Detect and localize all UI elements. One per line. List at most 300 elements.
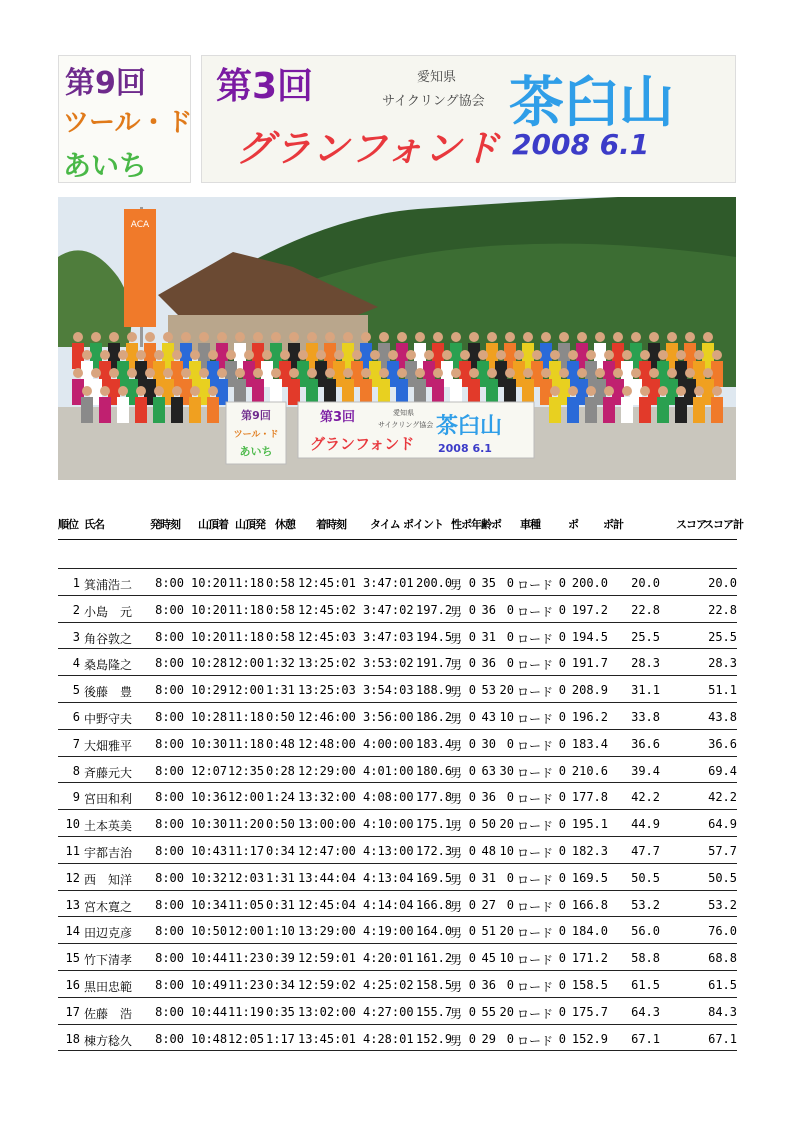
table-cell: 20 bbox=[499, 1004, 514, 1019]
svg-text:茶臼山: 茶臼山 bbox=[436, 414, 503, 439]
table-cell: 11:19 bbox=[228, 1004, 265, 1019]
table-cell: 183.4 bbox=[416, 736, 453, 751]
table-cell: ロード bbox=[516, 658, 553, 673]
column-header: 車種 bbox=[520, 518, 540, 531]
table-cell: 0 bbox=[468, 1004, 476, 1019]
table-cell: 161.2 bbox=[416, 951, 453, 966]
table-cell: 10:20 bbox=[191, 629, 228, 644]
table-cell: 22.8 bbox=[708, 602, 737, 617]
table-cell: 11:23 bbox=[228, 951, 265, 966]
table-cell: 61.5 bbox=[708, 977, 737, 992]
table-cell: 男 bbox=[450, 738, 463, 753]
table-cell: 186.2 bbox=[416, 709, 453, 724]
table-cell: 13:02:00 bbox=[298, 1004, 356, 1019]
table-cell: 0:48 bbox=[266, 736, 295, 751]
table-cell: 8:00 bbox=[155, 977, 184, 992]
gran-fondo-logo bbox=[201, 55, 736, 183]
table-cell: 0 bbox=[468, 602, 476, 617]
table-cell: 35 bbox=[481, 576, 496, 590]
table-cell: 48 bbox=[481, 843, 496, 858]
table-cell: 0 bbox=[468, 790, 476, 805]
table-cell: 1:17 bbox=[266, 1031, 295, 1046]
table-cell: 31.1 bbox=[631, 683, 660, 698]
table-cell: 53.2 bbox=[631, 897, 660, 912]
table-cell: 8:00 bbox=[155, 656, 184, 671]
table-cell: 12:45:03 bbox=[298, 629, 356, 644]
table-cell: 角谷敦之 bbox=[84, 631, 133, 646]
table-cell: 1:24 bbox=[266, 790, 295, 805]
logo-edition: 第9回 bbox=[65, 66, 146, 101]
table-cell: 8:00 bbox=[155, 736, 184, 751]
table-cell: 175.7 bbox=[571, 1004, 608, 1019]
table-cell: 191.7 bbox=[571, 656, 608, 671]
table-cell: 44.9 bbox=[631, 817, 660, 832]
table-cell: 39.4 bbox=[631, 763, 660, 778]
table-cell: 8:00 bbox=[155, 1031, 184, 1046]
table-cell: 5 bbox=[72, 683, 80, 698]
table-cell: 8:00 bbox=[155, 1004, 184, 1019]
table-cell: 8:00 bbox=[155, 870, 184, 885]
table-cell: 10:20 bbox=[191, 602, 228, 617]
table-cell: 12:45:02 bbox=[298, 602, 356, 617]
table-cell: 0 bbox=[558, 924, 566, 939]
table-cell: 0 bbox=[468, 656, 476, 671]
table-cell: 42.2 bbox=[631, 790, 660, 805]
table-cell: 男 bbox=[450, 792, 463, 807]
table-cell: 10:30 bbox=[191, 736, 228, 751]
column-header: 氏名 bbox=[84, 518, 104, 531]
table-cell: 25.5 bbox=[708, 629, 737, 644]
table-cell: 黒田忠範 bbox=[84, 979, 133, 994]
table-cell: 0 bbox=[468, 951, 476, 966]
table-cell: 0 bbox=[468, 736, 476, 751]
table-cell: 0 bbox=[468, 843, 476, 858]
table-cell: 43.8 bbox=[708, 709, 737, 724]
table-cell: 10 bbox=[499, 843, 514, 858]
table-row bbox=[58, 703, 737, 730]
table-row bbox=[58, 623, 737, 650]
table-cell: 13:44:04 bbox=[298, 870, 356, 885]
table-cell: 210.6 bbox=[571, 763, 608, 778]
table-cell: 20 bbox=[499, 817, 514, 832]
table-cell: 0 bbox=[468, 977, 476, 992]
tour-de-aichi-logo bbox=[58, 55, 191, 183]
table-cell: 55 bbox=[481, 1004, 496, 1019]
table-cell: 棟方稔久 bbox=[84, 1033, 133, 1048]
table-cell: 171.2 bbox=[571, 951, 608, 966]
table-cell: 10:44 bbox=[191, 1004, 228, 1019]
table-cell: 20.0 bbox=[708, 576, 737, 590]
table-cell: 12:00 bbox=[228, 656, 265, 671]
table-cell: 0 bbox=[558, 763, 566, 778]
table-cell: 28.3 bbox=[631, 656, 660, 671]
table-cell: 67.1 bbox=[631, 1031, 660, 1046]
table-cell: ロード bbox=[516, 1033, 553, 1048]
table-cell: 188.9 bbox=[416, 683, 453, 698]
table-cell: 箕浦浩二 bbox=[84, 578, 133, 592]
table-cell: 12:45:04 bbox=[298, 897, 356, 912]
table-cell: 0 bbox=[506, 790, 514, 805]
table-cell: 0 bbox=[558, 1004, 566, 1019]
svg-text:第9回: 第9回 bbox=[241, 409, 271, 422]
table-cell: 10 bbox=[499, 709, 514, 724]
table-cell: 10:28 bbox=[191, 656, 228, 671]
table-cell: 194.5 bbox=[416, 629, 453, 644]
table-cell: 31 bbox=[481, 629, 496, 644]
logo-aichi: あいち bbox=[63, 149, 148, 182]
table-row bbox=[58, 676, 737, 703]
table-cell: 20 bbox=[499, 683, 514, 698]
table-row bbox=[58, 837, 737, 864]
table-cell: 10:44 bbox=[191, 951, 228, 966]
table-cell: 0 bbox=[468, 817, 476, 832]
table-cell: 10:20 bbox=[191, 576, 228, 590]
table-cell: 12:00 bbox=[228, 683, 265, 698]
table-cell: 36.6 bbox=[708, 736, 737, 751]
table-cell: 男 bbox=[450, 979, 463, 994]
table-cell: 12:45:01 bbox=[298, 576, 356, 590]
table-cell: ロード bbox=[516, 685, 553, 700]
table-cell: 8:00 bbox=[155, 924, 184, 939]
svg-text:第3回: 第3回 bbox=[320, 410, 356, 425]
column-header: 発時刻 bbox=[150, 518, 180, 531]
table-cell: 3:54:03 bbox=[363, 683, 414, 698]
table-row bbox=[58, 998, 737, 1025]
group-photo bbox=[58, 197, 736, 480]
mountain-name: 茶臼山 bbox=[509, 70, 675, 134]
column-header: タイム bbox=[370, 518, 400, 531]
table-cell: 13:25:03 bbox=[298, 683, 356, 698]
table-cell: 10:36 bbox=[191, 790, 228, 805]
table-cell: 0 bbox=[468, 1031, 476, 1046]
table-cell: 17 bbox=[65, 1004, 80, 1019]
table-cell: 177.8 bbox=[416, 790, 453, 805]
table-cell: 12:35 bbox=[228, 763, 265, 778]
table-cell: 4:14:04 bbox=[363, 897, 414, 912]
table-cell: 10:32 bbox=[191, 870, 228, 885]
table-cell: 4:01:00 bbox=[363, 763, 414, 778]
table-cell: 0:58 bbox=[266, 629, 295, 644]
table-cell: 8:00 bbox=[155, 683, 184, 698]
table-cell: 0 bbox=[558, 843, 566, 858]
organizer-association: サイクリング協会 bbox=[382, 94, 485, 109]
table-cell: 田辺克彦 bbox=[84, 926, 133, 941]
table-cell: 158.5 bbox=[571, 977, 608, 992]
table-cell: 191.7 bbox=[416, 656, 453, 671]
table-cell: 183.4 bbox=[571, 736, 608, 751]
table-cell: 0 bbox=[558, 629, 566, 644]
table-cell: 15 bbox=[65, 951, 80, 966]
table-cell: 36 bbox=[481, 977, 496, 992]
column-header: 順位 bbox=[58, 518, 78, 531]
table-cell: 4:08:00 bbox=[363, 790, 414, 805]
table-cell: ロード bbox=[516, 953, 553, 968]
svg-text:愛知県: 愛知県 bbox=[393, 409, 414, 417]
table-cell: 175.1 bbox=[416, 817, 453, 832]
table-cell: ロード bbox=[516, 926, 553, 941]
event-date: 2008 6.1 bbox=[512, 128, 650, 161]
table-cell: 桑島隆之 bbox=[84, 658, 133, 673]
table-cell: 男 bbox=[450, 845, 463, 860]
table-cell: 10:49 bbox=[191, 977, 228, 992]
column-header: スコア計 bbox=[703, 518, 743, 531]
table-cell: 8:00 bbox=[155, 602, 184, 617]
table-cell: 12:00 bbox=[228, 924, 265, 939]
table-cell: 8:00 bbox=[155, 843, 184, 858]
table-cell: 13:45:01 bbox=[298, 1031, 356, 1046]
table-row bbox=[58, 864, 737, 891]
table-cell: 67.1 bbox=[708, 1031, 737, 1046]
table-cell: 30 bbox=[499, 763, 514, 778]
table-cell: 50.5 bbox=[631, 870, 660, 885]
table-cell: 1 bbox=[72, 576, 80, 590]
table-row bbox=[58, 810, 737, 837]
table-cell: 8:00 bbox=[155, 576, 184, 590]
table-cell: 8:00 bbox=[155, 897, 184, 912]
table-cell: 58.8 bbox=[631, 951, 660, 966]
table-row bbox=[58, 730, 737, 757]
table-cell: ロード bbox=[516, 738, 553, 753]
logo-tour-de: ツール・ド bbox=[63, 108, 193, 138]
event-banner bbox=[58, 55, 736, 183]
table-cell: 0 bbox=[468, 576, 476, 590]
table-row bbox=[58, 569, 737, 596]
table-cell: 0 bbox=[558, 576, 566, 590]
table-cell: 25.5 bbox=[631, 629, 660, 644]
column-header: ポイント bbox=[403, 518, 443, 531]
table-cell: 10:34 bbox=[191, 897, 228, 912]
table-cell: 0 bbox=[468, 870, 476, 885]
table-cell: 177.8 bbox=[571, 790, 608, 805]
table-cell: 169.5 bbox=[571, 870, 608, 885]
svg-text:あいち: あいち bbox=[239, 445, 273, 458]
table-cell: 184.0 bbox=[571, 924, 608, 939]
table-cell: 0:34 bbox=[266, 977, 295, 992]
table-cell: 12:59:02 bbox=[298, 977, 356, 992]
table-cell: 182.3 bbox=[571, 843, 608, 858]
table-cell: 0 bbox=[468, 683, 476, 698]
table-cell: 36 bbox=[481, 602, 496, 617]
table-cell: 11:23 bbox=[228, 977, 265, 992]
table-cell: 0 bbox=[468, 924, 476, 939]
table-cell: 佐藤 浩 bbox=[84, 1006, 133, 1021]
table-cell: 2 bbox=[72, 602, 80, 617]
table-cell: 51.1 bbox=[708, 683, 737, 698]
table-cell: 0:50 bbox=[266, 817, 295, 832]
table-cell: 68.8 bbox=[708, 951, 737, 966]
table-cell: ロード bbox=[516, 631, 553, 646]
table-cell: 12 bbox=[65, 870, 80, 885]
table-cell: 45 bbox=[481, 951, 496, 966]
table-cell: 20.0 bbox=[631, 576, 660, 590]
table-cell: 小島 元 bbox=[84, 604, 133, 619]
table-cell: 4:25:02 bbox=[363, 977, 414, 992]
table-cell: 36 bbox=[481, 790, 496, 805]
table-cell: 男 bbox=[450, 711, 463, 726]
table-cell: 男 bbox=[450, 872, 463, 887]
table-cell: 9 bbox=[72, 790, 80, 805]
table-cell: 3:56:00 bbox=[363, 709, 414, 724]
table-cell: 61.5 bbox=[631, 977, 660, 992]
table-cell: 4:27:00 bbox=[363, 1004, 414, 1019]
table-cell: 13 bbox=[65, 897, 80, 912]
table-cell: 0:35 bbox=[266, 1004, 295, 1019]
table-cell: 11:18 bbox=[228, 576, 265, 590]
table-cell: 11:18 bbox=[228, 736, 265, 751]
column-header: 休憩 bbox=[275, 518, 295, 531]
event-edition: 第3回 bbox=[216, 66, 314, 107]
table-cell: 1:32 bbox=[266, 656, 295, 671]
table-cell: ロード bbox=[516, 578, 553, 592]
table-cell: ロード bbox=[516, 792, 553, 807]
table-cell: 中野守夫 bbox=[84, 711, 133, 726]
table-cell: 0 bbox=[558, 1031, 566, 1046]
table-cell: 152.9 bbox=[416, 1031, 453, 1046]
table-cell: 0 bbox=[558, 656, 566, 671]
table-cell: 166.8 bbox=[416, 897, 453, 912]
table-cell: ロード bbox=[516, 819, 553, 834]
table-cell: 50 bbox=[481, 817, 496, 832]
table-cell: 11:20 bbox=[228, 817, 265, 832]
table-cell: 0:58 bbox=[266, 576, 295, 590]
column-header: 山頂着 bbox=[198, 518, 228, 531]
column-header: 着時刻 bbox=[316, 518, 346, 531]
svg-text:サイクリング協会: サイクリング協会 bbox=[378, 421, 434, 429]
table-cell: 12:46:00 bbox=[298, 709, 356, 724]
table-cell: 14 bbox=[65, 924, 80, 939]
table-cell: 竹下清孝 bbox=[84, 953, 133, 968]
table-cell: 8:00 bbox=[155, 763, 184, 778]
column-header: ポ bbox=[568, 518, 578, 531]
svg-text:2008 6.1: 2008 6.1 bbox=[438, 442, 492, 455]
table-cell: 3:47:02 bbox=[363, 602, 414, 617]
table-cell: 1:31 bbox=[266, 683, 295, 698]
table-cell: 10:48 bbox=[191, 1031, 228, 1046]
table-cell: 0 bbox=[558, 870, 566, 885]
table-cell: 47.7 bbox=[631, 843, 660, 858]
table-cell: 53.2 bbox=[708, 897, 737, 912]
table-cell: 33.8 bbox=[631, 709, 660, 724]
table-cell: 195.1 bbox=[571, 817, 608, 832]
table-cell: 6 bbox=[72, 709, 80, 724]
table-cell: 200.0 bbox=[571, 576, 608, 590]
table-cell: 1:31 bbox=[266, 870, 295, 885]
table-cell: 12:05 bbox=[228, 1031, 265, 1046]
table-cell: 155.7 bbox=[416, 1004, 453, 1019]
table-cell: 後藤 豊 bbox=[84, 685, 133, 700]
table-cell: 10 bbox=[65, 817, 80, 832]
table-cell: 7 bbox=[72, 736, 80, 751]
table-cell: 4:19:00 bbox=[363, 924, 414, 939]
table-header bbox=[58, 512, 743, 540]
table-row bbox=[58, 783, 737, 810]
table-cell: 10:50 bbox=[191, 924, 228, 939]
table-cell: 10:28 bbox=[191, 709, 228, 724]
svg-text:ACA: ACA bbox=[130, 220, 150, 230]
table-cell: 0 bbox=[558, 736, 566, 751]
table-cell: 0 bbox=[558, 790, 566, 805]
table-cell: 0 bbox=[506, 656, 514, 671]
table-cell: 3:53:02 bbox=[363, 656, 414, 671]
table-cell: 12:29:00 bbox=[298, 763, 356, 778]
table-cell: 43 bbox=[481, 709, 496, 724]
table-cell: 宮田和利 bbox=[84, 792, 133, 807]
table-cell: 200.0 bbox=[416, 576, 453, 590]
organizer-prefecture: 愛知県 bbox=[417, 70, 457, 85]
table-cell: 57.7 bbox=[708, 843, 737, 858]
table-cell: 0 bbox=[506, 870, 514, 885]
table-cell: 20 bbox=[499, 924, 514, 939]
table-row bbox=[58, 757, 737, 784]
table-cell: 64.9 bbox=[708, 817, 737, 832]
table-cell: 172.3 bbox=[416, 843, 453, 858]
table-cell: 0 bbox=[506, 1031, 514, 1046]
table-cell: 36 bbox=[481, 656, 496, 671]
table-cell: 164.0 bbox=[416, 924, 453, 939]
table-cell: 30 bbox=[481, 736, 496, 751]
table-cell: 196.2 bbox=[571, 709, 608, 724]
table-cell: 4:13:00 bbox=[363, 843, 414, 858]
table-cell: 8:00 bbox=[155, 709, 184, 724]
table-cell: 0 bbox=[468, 897, 476, 912]
table-cell: 男 bbox=[450, 926, 463, 941]
table-cell: ロード bbox=[516, 979, 553, 994]
table-cell: 0 bbox=[468, 629, 476, 644]
table-cell: 12:00 bbox=[228, 790, 265, 805]
table-cell: 22.8 bbox=[631, 602, 660, 617]
table-cell: 76.0 bbox=[708, 924, 737, 939]
event-title: グランフォンド bbox=[236, 127, 501, 170]
table-cell: 197.2 bbox=[416, 602, 453, 617]
table-cell: 3 bbox=[72, 629, 80, 644]
table-cell: 13:00:00 bbox=[298, 817, 356, 832]
table-cell: 12:48:00 bbox=[298, 736, 356, 751]
table-row bbox=[58, 944, 737, 971]
results-table bbox=[58, 512, 743, 1051]
table-cell: 0 bbox=[558, 817, 566, 832]
table-cell: 4:20:01 bbox=[363, 951, 414, 966]
table-cell: 3:47:01 bbox=[363, 576, 414, 590]
svg-text:ツール・ド: ツール・ド bbox=[233, 430, 279, 440]
table-cell: 0 bbox=[506, 576, 514, 590]
table-cell: 0:31 bbox=[266, 897, 295, 912]
table-cell: ロード bbox=[516, 711, 553, 726]
table-cell: 11:05 bbox=[228, 897, 265, 912]
table-cell: 11:18 bbox=[228, 629, 265, 644]
table-cell: 宮木寛之 bbox=[84, 899, 133, 914]
table-cell: 西 知洋 bbox=[84, 872, 133, 887]
table-cell: 4:28:01 bbox=[363, 1031, 414, 1046]
table-cell: 男 bbox=[450, 819, 463, 834]
table-cell: 0:58 bbox=[266, 602, 295, 617]
column-header: 山頂発 bbox=[235, 518, 265, 531]
table-cell: 13:29:00 bbox=[298, 924, 356, 939]
table-cell: 男 bbox=[450, 658, 463, 673]
table-cell: 4:10:00 bbox=[363, 817, 414, 832]
table-cell: 42.2 bbox=[708, 790, 737, 805]
table-cell: 0:28 bbox=[266, 763, 295, 778]
table-cell: 166.8 bbox=[571, 897, 608, 912]
table-cell: 64.3 bbox=[631, 1004, 660, 1019]
table-cell: 男 bbox=[450, 631, 463, 646]
table-cell: 大畑雅平 bbox=[84, 738, 133, 753]
table-cell: 0 bbox=[558, 683, 566, 698]
table-cell: 0 bbox=[506, 602, 514, 617]
table-cell: 197.2 bbox=[571, 602, 608, 617]
table-cell: 56.0 bbox=[631, 924, 660, 939]
column-header: 年齢ポ bbox=[471, 518, 501, 531]
table-cell: 69.4 bbox=[708, 763, 737, 778]
